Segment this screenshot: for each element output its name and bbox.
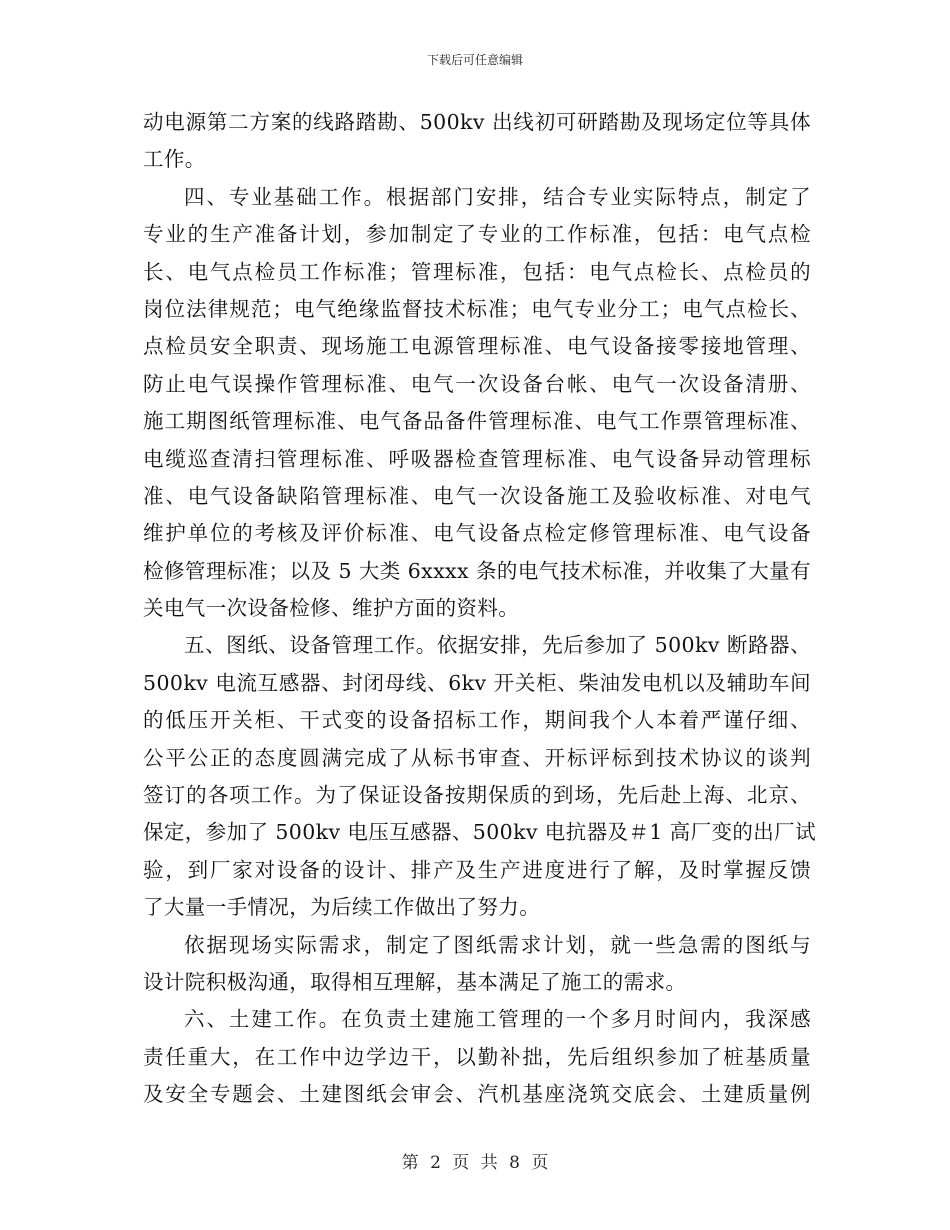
page-header-note: 下载后可任意编辑 [426,53,523,67]
text-line: 维护单位的考核及评价标准、电气设备点检定修管理标准、电气设备 [143,521,811,546]
page-number-footer: 第 2 页 共 8 页 [401,1153,549,1173]
text-line: 保定，参加了 500kv 电压互感器、500kv 电抗器及＃1 高厂变的出厂试 [143,820,816,845]
text-line: 岗位法律规范；电气绝缘监督技术标准；电气专业分工；电气点检长、 [143,296,811,321]
text-line: 电缆巡查清扫管理标准、呼吸器检查管理标准、电气设备异动管理标 [143,446,811,471]
text-line: 500kv 电流互感器、封闭母线、6kv 开关柜、柴油发电机以及辅助车间 [143,670,811,695]
text-line: 专业的生产准备计划，参加制定了专业的工作标准，包括：电气点检 [143,222,811,247]
text-line: 长、电气点检员工作标准；管理标准，包括：电气点检长、点检员的 [143,259,811,284]
text-line: 了大量一手情况，为后续工作做出了努力。 [143,895,541,920]
text-line: 五、图纸、设备管理工作。依据安排，先后参加了 500kv 断路器、 [184,633,811,658]
text-line: 责任重大，在工作中边学边干，以勤补拙，先后组织参加了桩基质量 [143,1044,811,1069]
text-line: 工作。 [143,147,206,172]
text-line: 防止电气误操作管理标准、电气一次设备台帐、电气一次设备清册、 [143,371,811,396]
text-line: 准、电气设备缺陷管理标准、电气一次设备施工及验收标准、对电气 [143,483,811,508]
text-line: 四、专业基础工作。根据部门安排，结合专业实际特点，制定了 [184,184,811,209]
text-line: 检修管理标准；以及 5 大类 6xxxx 条的电气技术标准，并收集了大量有 [143,558,811,583]
text-line: 公平公正的态度圆满完成了从标书审查、开标评标到技术协议的谈判 [143,745,811,770]
text-line: 依据现场实际需求，制定了图纸需求计划，就一些急需的图纸与 [184,932,811,957]
text-line: 六、土建工作。在负责土建施工管理的一个多月时间内，我深感 [184,1007,811,1032]
text-line: 施工期图纸管理标准、电气备品备件管理标准、电气工作票管理标准、 [143,409,811,434]
text-line: 的低压开关柜、干式变的设备招标工作，期间我个人本着严谨仔细、 [143,708,811,733]
text-line: 签订的各项工作。为了保证设备按期保质的到场，先后赴上海、北京、 [143,783,811,808]
text-line: 关电气一次设备检修、维护方面的资料。 [143,596,520,621]
text-line: 设计院积极沟通，取得相互理解，基本满足了施工的需求。 [143,969,687,994]
document-body [143,104,816,1114]
text-line: 验，到厂家对设备的设计、排产及生产进度进行了解，及时掌握反馈 [143,857,811,882]
text-line: 动电源第二方案的线路踏勘、500kv 出线初可研踏勘及现场定位等具体 [143,110,811,134]
text-line: 点检员安全职责、现场施工电源管理标准、电气设备接零接地管理、 [143,334,811,359]
text-line: 及安全专题会、土建图纸会审会、汽机基座浇筑交底会、土建质量例 [143,1082,811,1107]
